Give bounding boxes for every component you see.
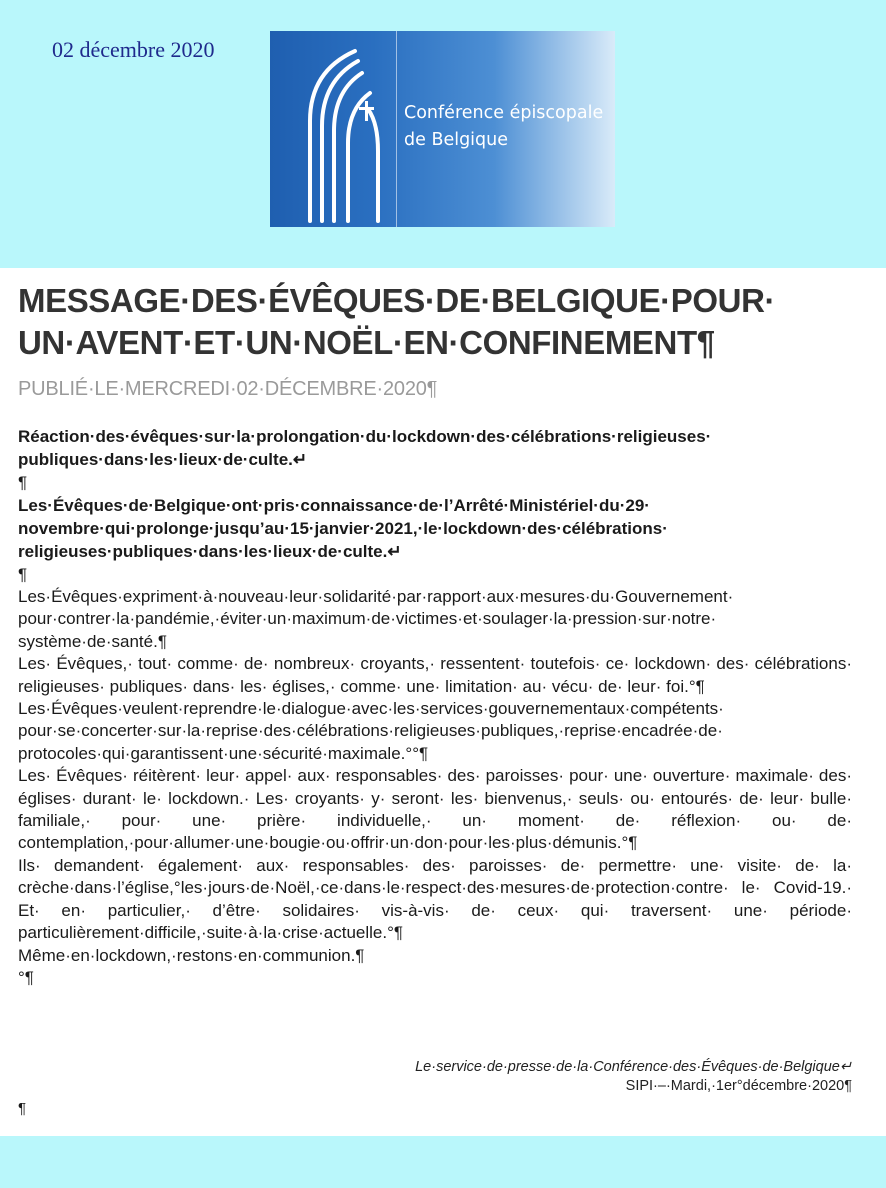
paragraph-mark: ¶ [18,473,28,492]
body-paragraph: Les· Évêques· réitèrent· leur· appel· aux· responsables· des· paroisses· pour· une· ouverture· maximale· des· églises· durant· le· lockdown.· Les· croyants· y· seront· les· bienvenus,· seuls· ou· entourés· de· leur· bulle· familiale,· pour· une· prière· individuelle,· un· moment· de· réflexion· ou· de· contemplation,·pour·allumer·une·bougie·ou·offrir·un·don·pour·les·plus·démunis.°¶ [18,766,852,853]
article-body [18,586,852,989]
press-signature [18,1058,852,1096]
logo-divider [396,31,397,227]
body-paragraph: Les·Évêques·veulent·reprendre·le·dialogue·avec·les·services·gouvernementaux·compétents· pour·se·concerter·sur·la·reprise·des·célébrations·religieuses·publiques,·reprise·encadrée·de· protocoles·qui·garantissent·une·sécurité·maximale.°°¶ [18,699,724,763]
paragraph-mark: ¶ [18,565,28,584]
body-paragraph: Ils· demandent· également· aux· responsables· des· paroisses· de· permettre· une· visite· de· la· crèche·dans·l’église,°les·jours·de·Noël,·ce·dans·le·respect·des·mesures·de·protection·contre· le· Covid-19.· Et· en· particulier,· d’être· solidaires· vis-à-vis· de· ceux· qui· traversent· une· période· particulièrement·difficile,·suite·à·la·crise·actuelle.°¶ [18,855,852,943]
signature-line-2: SIPI·–·Mardi,·1er°décembre·2020¶ [625,1078,852,1094]
body-paragraph: Même·en·lockdown,·restons·en·communion.¶ [18,945,365,965]
conference-logo [270,31,615,227]
lead-paragraph-1: Réaction·des·évêques·sur·la·prolongation·du·lockdown·des·célébrations·religieuses· publiques·dans·les·lieux·de·culte.↵ [18,427,712,469]
signature-line-1: Le·service·de·presse·de·la·Conférence·des·Évêques·de·Belgique↵ [415,1059,852,1075]
church-arches-icon [270,31,396,227]
article [18,280,852,989]
article-title: MESSAGE·DES·ÉVÊQUES·DE·BELGIQUE·POUR· UN·AVENT·ET·UN·NOËL·EN·CONFINEMENT¶ [18,282,776,361]
logo-line-1: Conférence épiscopale [404,103,604,123]
lead-paragraph-2: Les·Évêques·de·Belgique·ont·pris·connaissance·de·l’Arrêté·Ministériel·du·29· novembre·qui·prolonge·jusqu’au·15·janvier·2021,·le·lockdown·des·célébrations· religieuses·publiques·dans·les·lieux·de·culte.↵ [18,496,668,561]
body-paragraph: °¶ [18,967,34,987]
date-label: 02 décembre 2020 [52,37,215,62]
logo-line-2: de Belgique [404,130,509,150]
paragraph-mark: ¶ [18,1100,27,1117]
footer-band [0,1136,886,1188]
body-paragraph: Les·Évêques·expriment·à·nouveau·leur·solidarité·par·rapport·aux·mesures·du·Gouvernement· pour·contrer·la·pandémie,·éviter·un·maximum·de·victimes·et·soulager·la·pression·sur·notre· système·de·santé.¶ [18,587,734,651]
published-date: PUBLIÉ·LE·MERCREDI·02·DÉCEMBRE·2020¶ [18,378,438,400]
body-paragraph: Les· Évêques,· tout· comme· de· nombreux· croyants,· ressentent· toutefois· ce· lockdown· des· célébrations· religieuses· publiques· dans· les· églises,· comme· une· limitation· au· vécu· de· leur· foi.°¶ [18,654,852,696]
logo-text [404,100,603,154]
